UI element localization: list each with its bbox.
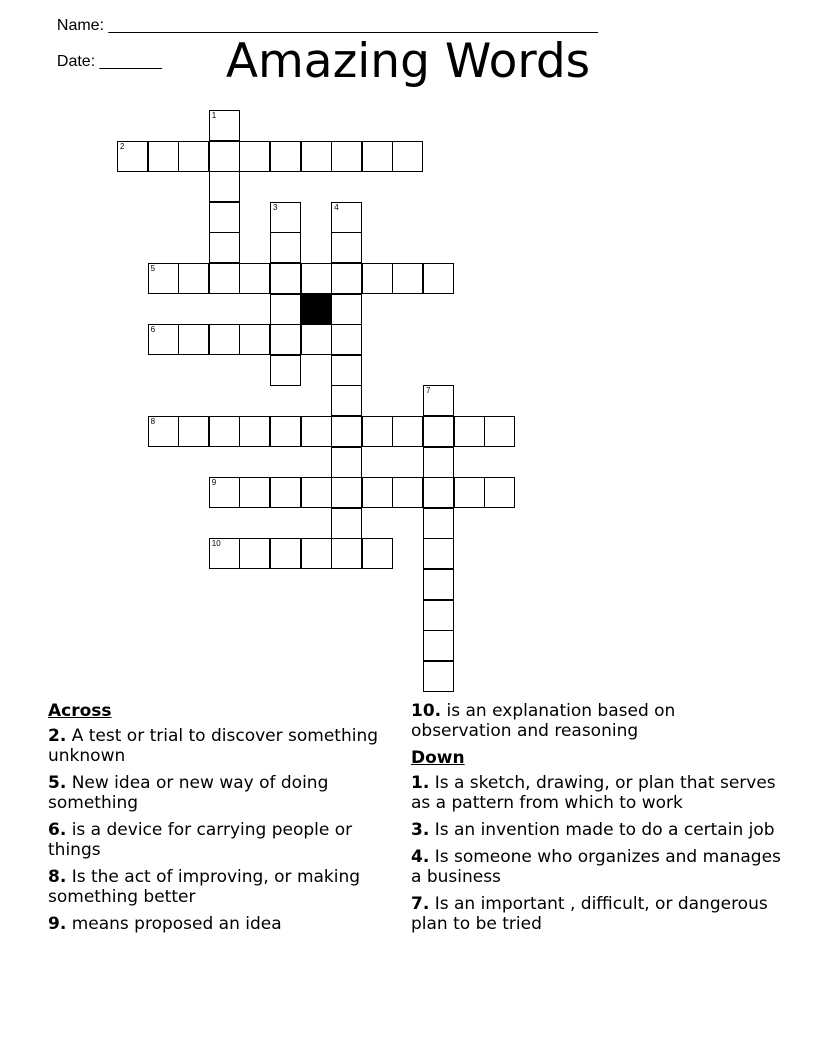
clue-text: is an explanation based on observation and reasoning: [411, 701, 676, 741]
grid-cell[interactable]: [331, 447, 362, 478]
clue-across-5: [48, 773, 398, 813]
clues-right-column: [411, 701, 781, 941]
clue-down-7: [411, 894, 781, 934]
grid-cell[interactable]: [239, 477, 270, 508]
grid-cell[interactable]: [209, 538, 240, 569]
grid-cell[interactable]: [178, 416, 209, 447]
black-square: [301, 294, 332, 325]
grid-cell[interactable]: [178, 324, 209, 355]
grid-cell[interactable]: [178, 141, 209, 172]
grid-cell[interactable]: [270, 477, 301, 508]
grid-cell[interactable]: [239, 324, 270, 355]
grid-cell[interactable]: [270, 538, 301, 569]
grid-cell[interactable]: [148, 324, 179, 355]
clue-text: means proposed an idea: [71, 914, 282, 934]
grid-cell[interactable]: [117, 141, 148, 172]
clue-across-6: [48, 820, 398, 860]
grid-cell[interactable]: [331, 324, 362, 355]
grid-cell[interactable]: [392, 477, 423, 508]
clue-down-4: [411, 847, 781, 887]
grid-cell[interactable]: [423, 661, 454, 692]
clue-text: New idea or new way of doing something: [48, 773, 329, 813]
grid-cell[interactable]: [209, 202, 240, 233]
grid-cell[interactable]: [209, 324, 240, 355]
grid-cell[interactable]: [209, 416, 240, 447]
grid-cell[interactable]: [454, 416, 485, 447]
grid-cell[interactable]: [301, 141, 332, 172]
clue-number-label: 7: [426, 386, 431, 396]
grid-cell[interactable]: [209, 141, 240, 172]
clue-across-2: [48, 726, 398, 766]
clue-number: 4.: [411, 847, 430, 867]
grid-cell[interactable]: [331, 538, 362, 569]
grid-cell[interactable]: [239, 263, 270, 294]
grid-cell[interactable]: [423, 416, 454, 447]
grid-cell[interactable]: [270, 202, 301, 233]
across-heading: Across: [48, 701, 112, 721]
grid-cell[interactable]: [423, 263, 454, 294]
clue-text: A test or trial to discover something unknown: [48, 726, 379, 766]
clue-across-9: [48, 914, 398, 934]
grid-cell[interactable]: [392, 416, 423, 447]
clue-across-10: [411, 701, 781, 741]
clue-number-label: 4: [334, 202, 339, 212]
grid-cell[interactable]: [362, 263, 393, 294]
clue-number: 1.: [411, 773, 430, 793]
clue-number-label: 5: [150, 264, 156, 273]
grid-cell[interactable]: [301, 263, 332, 294]
clue-text: Is a sketch, drawing, or plan that serves as a pattern from which to work: [411, 773, 776, 813]
grid-cell[interactable]: [301, 416, 332, 447]
clue-text: is a device for carrying people or things: [48, 820, 353, 860]
clue-number-label: 1: [211, 111, 217, 120]
grid-cell[interactable]: [239, 141, 270, 172]
grid-cell[interactable]: [270, 416, 301, 447]
grid-cell[interactable]: [331, 263, 362, 294]
clue-number: 2.: [48, 726, 67, 746]
grid-cell[interactable]: [331, 355, 362, 386]
grid-cell[interactable]: [209, 263, 240, 294]
grid-cell[interactable]: [148, 141, 179, 172]
clue-text: Is someone who organizes and manages a business: [411, 847, 781, 887]
grid-cell[interactable]: [148, 416, 179, 447]
grid-cell[interactable]: [178, 263, 209, 294]
grid-cell[interactable]: [362, 477, 393, 508]
grid-cell[interactable]: [301, 538, 332, 569]
grid-cell[interactable]: [423, 447, 454, 478]
grid-cell[interactable]: [484, 416, 515, 447]
grid-cell[interactable]: [331, 385, 362, 416]
clue-number-label: 9: [211, 478, 217, 488]
grid-cell[interactable]: [270, 263, 301, 294]
clue-number: 5.: [48, 773, 67, 793]
grid-cell[interactable]: [423, 477, 454, 508]
grid-cell[interactable]: [392, 263, 423, 294]
grid-cell[interactable]: [423, 508, 454, 539]
grid-cell[interactable]: [331, 508, 362, 539]
grid-cell[interactable]: [270, 141, 301, 172]
grid-cell[interactable]: [301, 324, 332, 355]
clue-down-1: [411, 773, 781, 813]
grid-cell[interactable]: [331, 477, 362, 508]
grid-cell[interactable]: [331, 416, 362, 447]
name-field-label: Name: _______________________________________________________: [56, 17, 598, 34]
grid-cell[interactable]: [209, 171, 240, 202]
down-heading: Down: [411, 748, 465, 768]
grid-cell[interactable]: [209, 477, 240, 508]
clue-text: Is the act of improving, or making something better: [48, 867, 361, 907]
grid-cell[interactable]: [239, 416, 270, 447]
grid-cell[interactable]: [148, 263, 179, 294]
grid-cell[interactable]: [270, 324, 301, 355]
grid-cell[interactable]: [331, 141, 362, 172]
grid-cell[interactable]: [423, 600, 454, 631]
clue-number: 8.: [48, 867, 67, 887]
clue-number-label: 3: [273, 202, 278, 212]
clue-number-label: 6: [150, 325, 156, 335]
clue-number: 6.: [48, 820, 67, 840]
grid-cell[interactable]: [454, 477, 485, 508]
clue-across-8: [48, 867, 398, 907]
grid-cell[interactable]: [423, 569, 454, 600]
clue-number: 10.: [411, 701, 442, 721]
grid-cell[interactable]: [331, 294, 362, 325]
clue-number: 9.: [48, 914, 67, 934]
grid-cell[interactable]: [209, 110, 240, 141]
grid-cell[interactable]: [239, 538, 270, 569]
clue-number-label: 2: [120, 141, 125, 151]
grid-cell[interactable]: [362, 538, 393, 569]
grid-cell[interactable]: [209, 232, 240, 263]
grid-cell[interactable]: [331, 202, 362, 233]
clue-number: 3.: [411, 820, 430, 840]
grid-cell[interactable]: [362, 141, 393, 172]
clue-down-3: [411, 820, 781, 840]
date-field-label: Date: _______: [56, 53, 162, 70]
grid-cell[interactable]: [423, 538, 454, 569]
clue-text: Is an invention made to do a certain job: [434, 820, 775, 840]
grid-cell[interactable]: [484, 477, 515, 508]
grid-cell[interactable]: [392, 141, 423, 172]
grid-cell[interactable]: [270, 355, 301, 386]
grid-cell[interactable]: [423, 385, 454, 416]
clue-number-label: 8: [150, 417, 156, 426]
grid-cell[interactable]: [301, 477, 332, 508]
clue-text: Is an important , difficult, or dangerous plan to be tried: [411, 894, 768, 934]
grid-cell[interactable]: [331, 232, 362, 263]
grid-cell[interactable]: [362, 416, 393, 447]
page-title: Amazing Words: [225, 34, 591, 89]
clues-left-column: [48, 701, 398, 941]
grid-cell[interactable]: [423, 630, 454, 661]
clue-number: 7.: [411, 894, 430, 914]
grid-cell[interactable]: [270, 232, 301, 263]
grid-cell[interactable]: [270, 294, 301, 325]
clue-number-label: 10: [211, 539, 221, 549]
